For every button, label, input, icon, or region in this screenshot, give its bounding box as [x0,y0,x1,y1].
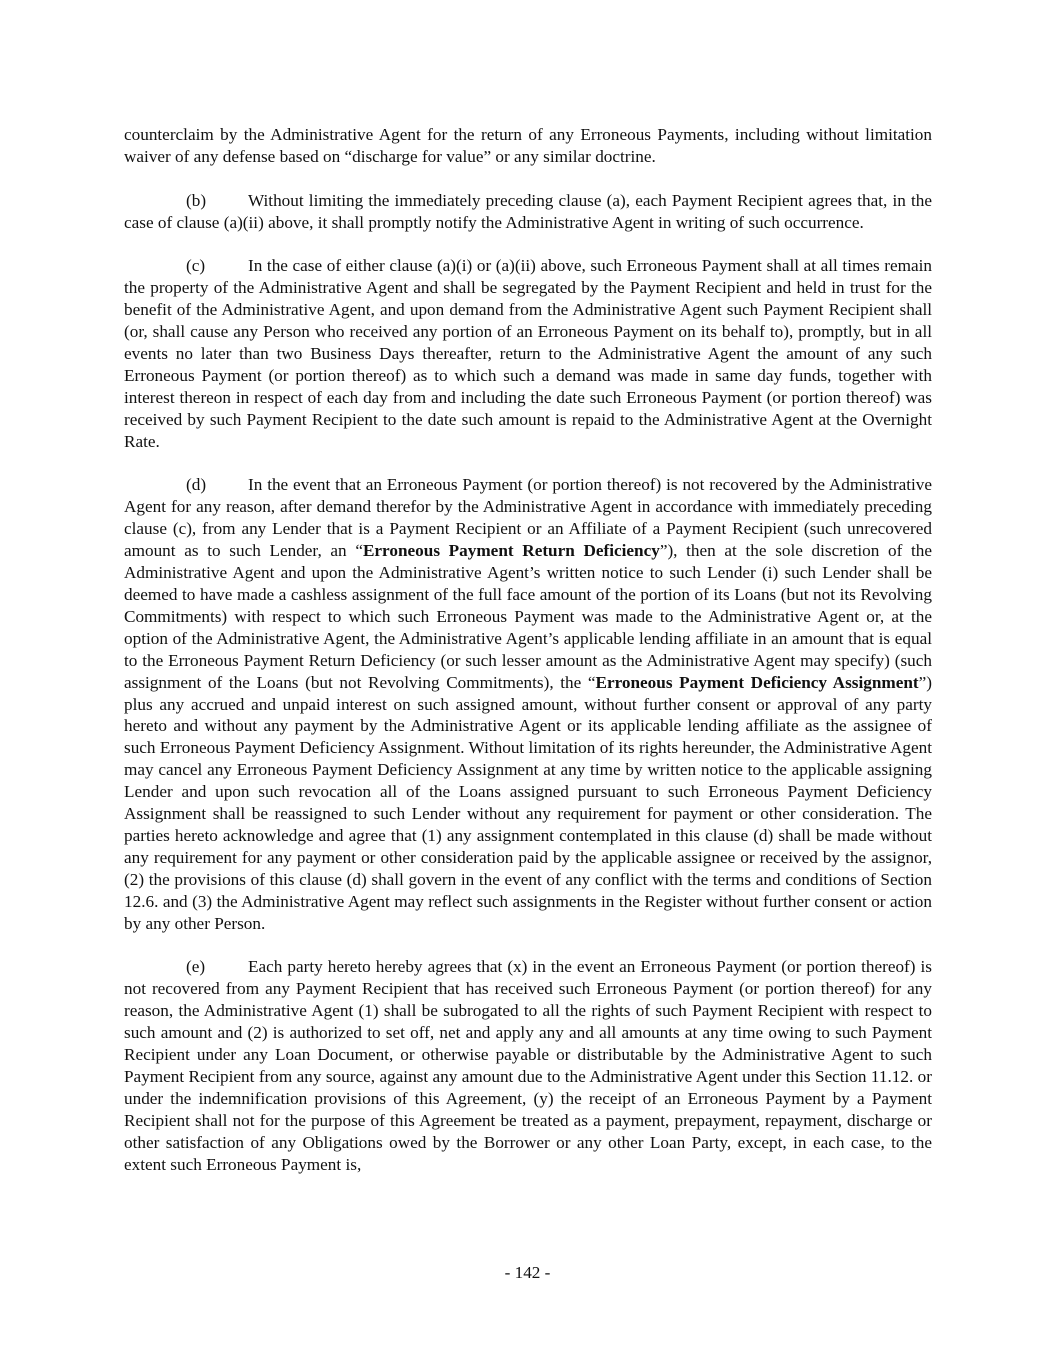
clause-c-label: (c) [186,256,206,276]
clause-d-label: (d) [186,475,207,495]
clause-d-text-3: ”) plus any accrued and unpaid interest on such assigned amount, without further consent or approval of any party hereto and without any payment by the Administrative Agent or its applicable lending affiliate as the assignee of such Erroneous Payment Deficiency Assignment. Without limitation of its rights hereunder, the Administrative Agent may cancel any Erroneous Payment Deficiency Assignment at any time by written notice to the applicable assigning Lender and upon such revocation all of the Loans assigned pursuant to such Erroneous Payment Deficiency Assignment shall be reassigned to such Lender without any requirement for payment or other consideration. The parties hereto acknowledge and agree that (1) any assignment contemplated in this clause (d) shall be made without any requirement for any payment or other consideration paid by the applicable assignee or received by the assignor, (2) the provisions of this clause (d) shall govern in the event of any conflict with the terms and conditions of Section 12.6. and (3) the Administrative Agent may reflect such assignments in the Register without further consent or action by any other Person. [124,672,932,933]
clause-d-text-1: In the event that an Erroneous Payment (or portion thereof) is not recovered by the Administrative Agent for any reason, after demand therefor by the Administrative Agent in accordance with immediately preceding clause (c), from any Lender that is a Payment Recipient or an Affiliate of a Payment Recipient (such unrecovered amount as to such Lender, an “ [124,475,932,561]
clause-e-text: Each party hereto hereby agrees that (x) in the event an Erroneous Payment (or portion thereof) is not recovered from any Payment Recipient that has received such Erroneous Payment (or portion thereof) for any reason, the Administrative Agent (1) shall be subrogated to all the rights of such Payment Recipient with respect to such amount and (2) is authorized to set off, net and apply any and all amounts at any time owing to such Payment Recipient under any Loan Document, or otherwise payable or distributable by the Administrative Agent to such Payment Recipient from any source, against any amount due to the Administrative Agent under this Section 11.12. or under the indemnification provisions of this Agreement, (y) the receipt of an Erroneous Payment by a Payment Recipient shall not for the purpose of this Agreement be treated as a payment, prepayment, repayment, discharge or other satisfaction of any Obligations owed by the Borrower or any other Loan Party, except, in each case, to the extent such Erroneous Payment is, [124,957,932,1174]
clause-d-paragraph [124,474,932,934]
clause-e-label: (e) [186,957,206,977]
clause-c-text: In the case of either clause (a)(i) or (a)(ii) above, such Erroneous Payment shall at all times remain the property of the Administrative Agent and shall be segregated by the Payment Recipient and held in trust for the benefit of the Administrative Agent, and upon demand from the Administrative Agent such Payment Recipient shall (or, shall cause any Person who received any portion of an Erroneous Payment on its behalf to), promptly, but in all events no later than two Business Days thereafter, return to the Administrative Agent the amount of any such Erroneous Payment (or portion thereof) as to which such a demand was made in same day funds, together with interest thereon in respect of each day from and including the date such Erroneous Payment (or portion thereof) was received by such Payment Recipient to the date such amount is repaid to the Administrative Agent at the Overnight Rate. [124,256,932,451]
clause-b-paragraph [124,190,932,234]
defined-term-return-deficiency: Erroneous Payment Return Deficiency [362,541,660,561]
clause-b-text: Without limiting the immediately preceding clause (a), each Payment Recipient agrees that, in the case of clause (a)(ii) above, it shall promptly notify the Administrative Agent in writing of such occurrence. [124,190,932,232]
clause-e-paragraph [124,956,932,1175]
clause-b-label: (b) [186,190,207,210]
clause-c-paragraph [124,255,932,452]
intro-paragraph: counterclaim by the Administrative Agent for the return of any Erroneous Payments, including without limitation waiver of any defense based on “discharge for value” or any similar doctrine. [124,125,932,166]
document-page [124,124,932,1197]
clause-d-text-2: ”), then at the sole discretion of the Administrative Agent and upon the Administrative Agent’s written notice to such Lender (i) such Lender shall be deemed to have made a cashless assignment of the full face amount of the portion of its Loans (but not its Revolving Commitments) with respect to which such Erroneous Payment was made to the Administrative Agent or, at the option of the Administrative Agent, the Administrative Agent’s applicable lending affiliate in an amount that is equal to the Erroneous Payment Return Deficiency (or such lesser amount as the Administrative Agent may specify) (such assignment of the Loans (but not Revolving Commitments), the “ [124,541,933,692]
defined-term-deficiency-assignment: Erroneous Payment Deficiency Assignment [595,672,919,692]
page-number: - 142 - [504,1263,551,1282]
